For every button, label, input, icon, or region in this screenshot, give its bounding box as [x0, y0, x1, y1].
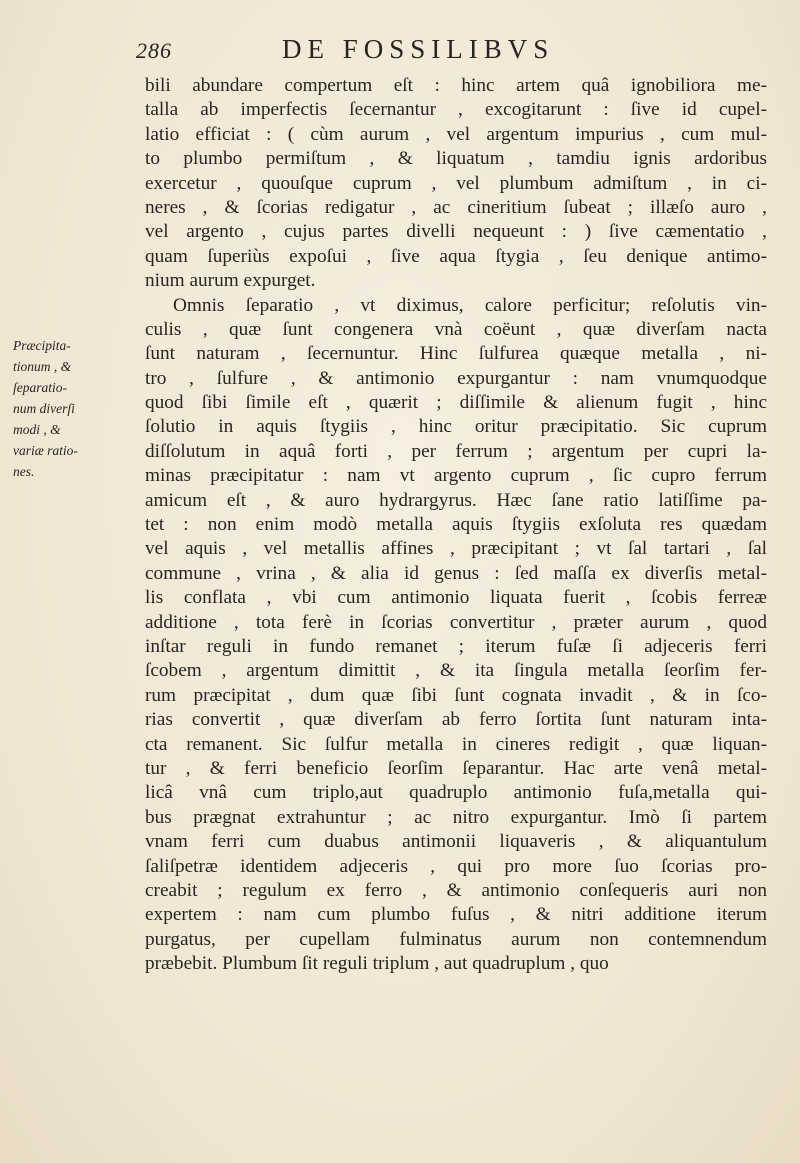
body-text — [145, 74, 767, 976]
text-line: rias convertit , quæ diverſam ab ferro ſortita ſunt naturam inta- — [145, 709, 767, 731]
text-line: ſaliſpetræ identidem adjeceris , qui pro more ſuo ſcorias pro- — [145, 855, 767, 877]
text-line: neres , & ſcorias redigatur , ac cineritium ſubeat ; illæſo auro , — [145, 196, 767, 218]
text-line: minas præcipitatur : nam vt argento cuprum , ſic cupro ferrum — [145, 465, 767, 487]
text-line: creabit ; regulum ex ferro , & antimonio conſequeris auri non — [145, 879, 767, 901]
text-line: vnam ferri cum duabus antimonii liquaveris , & aliquantulum — [145, 831, 767, 853]
text-line: nium aurum expurget. — [145, 270, 316, 292]
text-line: to plumbo permiſtum , & liquatum , tamdiu ignis ardoribus — [145, 148, 767, 170]
text-line: exercetur , quouſque cuprum , vel plumbum admiſtum , in ci- — [145, 172, 767, 194]
page-number: 286 — [136, 38, 172, 63]
text-line: quam ſuperiùs expoſui , ſive aqua ſtygia , ſeu denique antimo- — [145, 245, 767, 267]
margin-note-line: Præcipita- — [13, 338, 71, 353]
text-line: expertem : nam cum plumbo fuſus , & nitri additione iterum — [145, 904, 767, 926]
text-line: vel aquis , vel metallis affines , præcipitant ; vt ſal tartari , ſal — [145, 538, 767, 560]
text-line: inſtar reguli in fundo remanet ; iterum fuſæ ſi adjeceris ferri — [145, 635, 767, 657]
text-line: diſſolutum in aquâ forti , per ferrum ; argentum per cupri la- — [145, 440, 767, 462]
text-line: bili abundare compertum eſt : hinc artem quâ ignobiliora me- — [145, 75, 767, 96]
text-line: licâ vnâ cum triplo,aut quadruplo antimonio fuſa,metalla qui- — [145, 782, 767, 804]
text-line: lis conflata , vbi cum antimonio liquata fuerit , ſcobis ferreæ — [145, 587, 767, 609]
text-line: purgatus, per cupellam fulminatus aurum non contemnendum — [145, 928, 767, 950]
margin-note-line: tionum , & — [13, 359, 72, 374]
text-line: tro , ſulfure , & antimonio expurgantur : nam vnumquodque — [145, 367, 767, 389]
text-line: cta remanent. Sic ſulfur metalla in cineres redigit , quæ liquan- — [145, 733, 767, 755]
text-line: latio efficiat : ( cùm aurum , vel argentum impurius , cum mul- — [145, 123, 767, 145]
margin-note-line: ſeparatio- — [13, 380, 67, 395]
text-line: rum præcipitat , dum quæ ſibi ſunt cognata invadit , & in ſco- — [145, 684, 767, 706]
margin-note — [13, 335, 138, 482]
text-line: ſunt naturam , ſecernuntur. Hinc ſulfurea quæque metalla , ni- — [145, 343, 767, 365]
text-line: bus prægnat extrahuntur ; ac nitro expurgantur. Imò ſi partem — [145, 806, 767, 828]
text-line: ſolutio in aquis ſtygiis , hinc oritur præcipitatio. Sic cuprum — [145, 416, 767, 438]
margin-note-line: modi , & — [13, 422, 61, 437]
text-line: præbebit. Plumbum ſit reguli triplum , aut quadruplum , quo — [145, 953, 609, 975]
text-line: commune , vrina , & alia id genus : ſed maſſa ex diverſis metal- — [145, 562, 767, 584]
text-line: culis , quæ ſunt congenera vnà coëunt , quæ diverſam nacta — [145, 318, 767, 340]
running-title: DE FOSSILIBVS — [282, 34, 555, 64]
text-line: tur , & ferri beneficio ſeorſim ſeparantur. Hac arte venâ metal- — [145, 757, 767, 779]
paragraph-start-line: Omnis ſeparatio , vt diximus, calore perficitur; reſolutis vin- — [173, 294, 767, 316]
text-line: amicum eſt , & auro hydrargyrus. Hæc ſane ratio latiſſime pa- — [145, 489, 767, 511]
text-line: ſcobem , argentum dimittit , & ita ſingula metalla ſeorſim fer- — [145, 660, 767, 682]
text-line: quod ſibi ſimile eſt , quærit ; diſſimile & alienum fugit , hinc — [145, 392, 767, 414]
margin-note-line: nes. — [13, 464, 35, 479]
page-header — [0, 34, 800, 70]
margin-note-line: num diverſi — [13, 401, 75, 416]
text-line: tet : non enim modò metalla aquis ſtygiis exſoluta res quædam — [145, 514, 767, 536]
text-line: talla ab imperfectis ſecernantur , excogitarunt : ſive id cupel- — [145, 99, 767, 121]
margin-note-line: variæ ratio- — [13, 443, 78, 458]
text-line: vel argento , cujus partes divelli nequeunt : ) ſive cæmentatio , — [145, 221, 767, 243]
text-line: additione , tota ferè in ſcorias convertitur , præter aurum , quod — [145, 611, 767, 633]
